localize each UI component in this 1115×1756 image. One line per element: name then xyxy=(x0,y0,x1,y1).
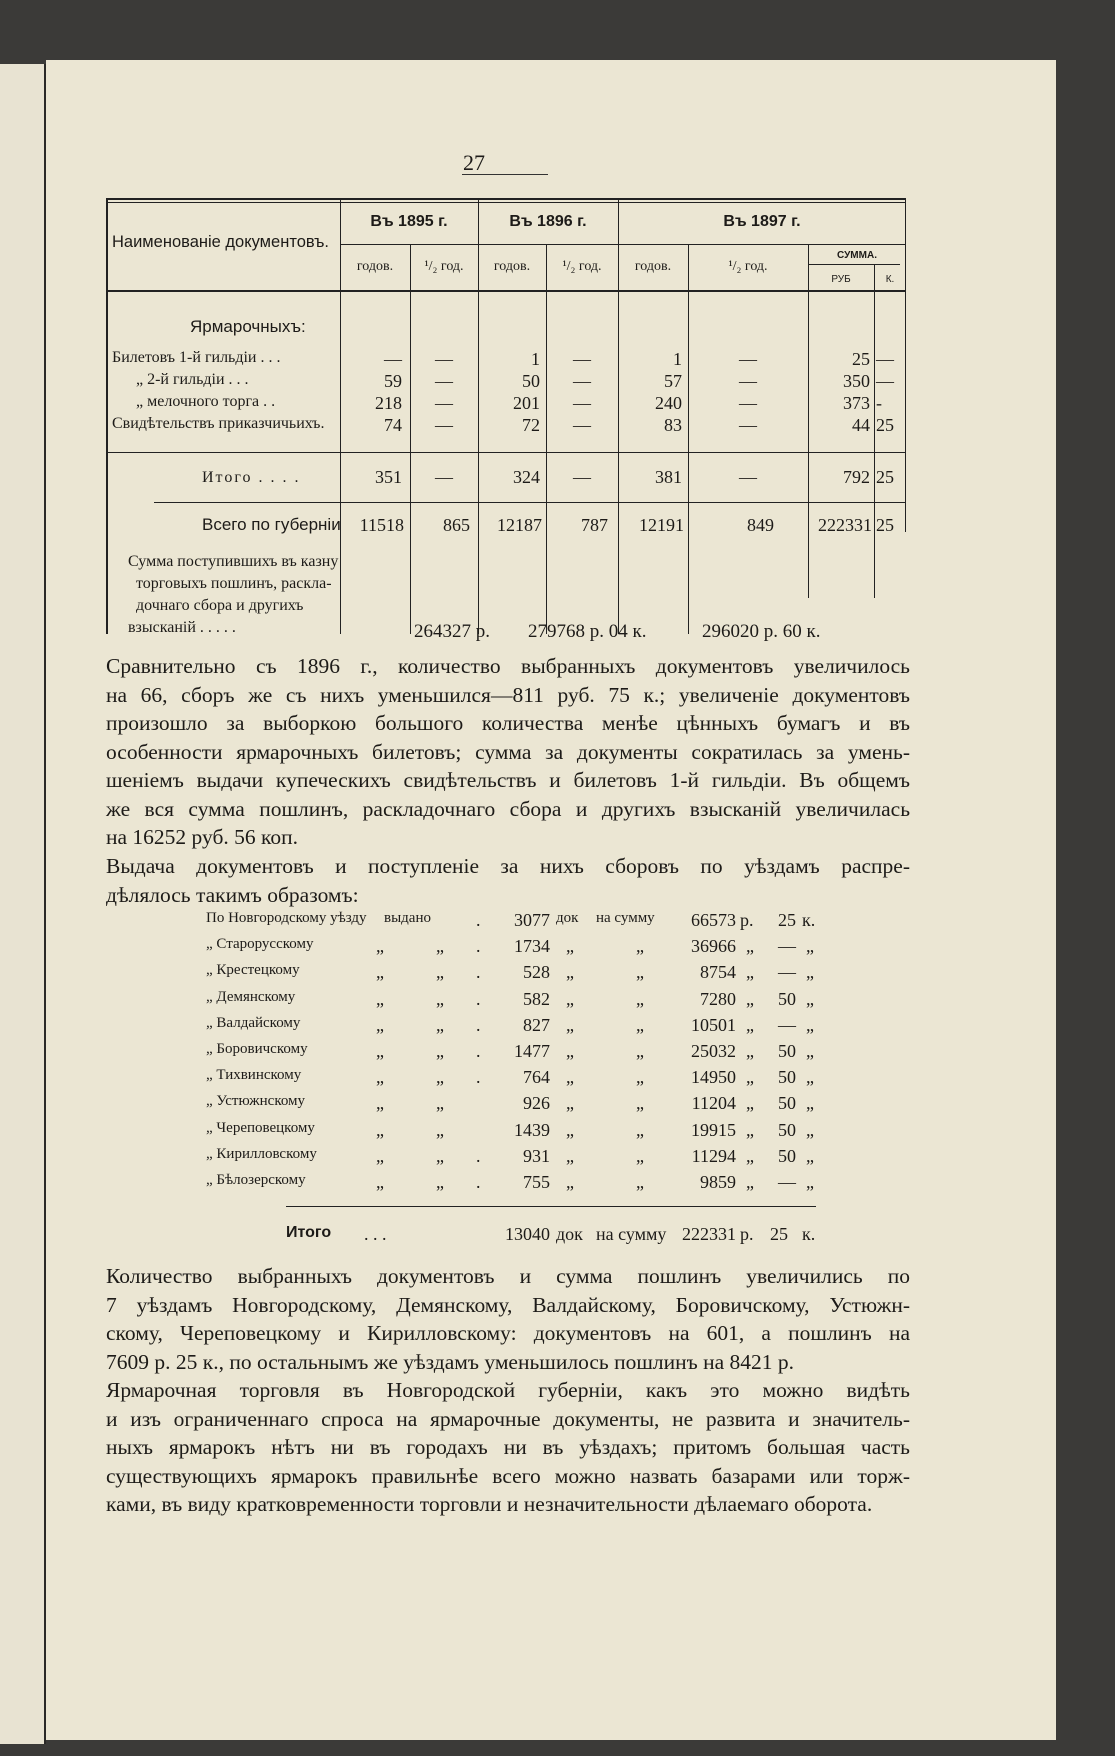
distribution-q1: „ xyxy=(376,1067,384,1088)
distribution-k: „ xyxy=(806,988,814,1009)
distribution-count: 1734 xyxy=(514,936,550,957)
distribution-rub: 8754 xyxy=(700,962,736,983)
county-distribution xyxy=(106,910,906,1244)
distribution-row xyxy=(106,910,906,936)
vsego-rub: 222331 xyxy=(818,515,872,535)
distribution-county: „ Тихвинскому xyxy=(206,1067,302,1084)
vsego-1896: 12187 xyxy=(497,515,542,535)
distribution-unit: „ xyxy=(566,1171,574,1192)
itogo-1896-half: — xyxy=(573,467,591,487)
header-half-1895: ¹/₂ год. xyxy=(424,259,464,274)
distribution-count: 3077 xyxy=(514,910,550,930)
text-line: Выдача документовъ и поступленіе за нихъ сборовъ по уѣздамъ распре- xyxy=(106,854,910,878)
distribution-r: „ xyxy=(746,988,754,1009)
distribution-rub: 10501 xyxy=(691,1014,736,1035)
table-top-rule xyxy=(106,198,906,200)
table-cell-y1896: 201 xyxy=(513,393,540,413)
distribution-unit: „ xyxy=(566,1119,574,1140)
distribution-q1: „ xyxy=(376,962,384,983)
text-line: произошло за выборкою большого количества менѣе цѣнныхъ бумагъ и въ xyxy=(106,711,910,735)
text-line: ками, въ виду кратковременности торговли и незначительности дѣлаемаго оборота. xyxy=(106,1492,873,1516)
itogo-1895-half: — xyxy=(435,467,453,487)
distribution-k: „ xyxy=(806,1014,814,1035)
text-line: Сравнительно съ 1896 г., количество выбранныхъ документовъ увеличилось xyxy=(106,654,910,678)
distribution-count: 1439 xyxy=(514,1119,550,1140)
section-label: Ярмарочныхъ: xyxy=(190,317,306,336)
text-line: 7 уѣздамъ Новгородскому, Демянскому, Валдайскому, Боровичскому, Устюжн- xyxy=(106,1292,910,1317)
distribution-for: „ xyxy=(636,1171,644,1192)
text-line: Количество выбранныхъ документовъ и сумма пошлинъ увеличились по xyxy=(106,1264,910,1288)
text-line: Ярмарочная торговля въ Новгородской губерніи, какъ это можно видѣть xyxy=(106,1378,910,1402)
table-cell-kop: - xyxy=(876,393,882,413)
distribution-kop: 50 xyxy=(778,1067,796,1088)
distribution-r: „ xyxy=(746,1145,754,1166)
distribution-row xyxy=(106,936,906,962)
distribution-row xyxy=(106,1041,906,1067)
distribution-rub: 9859 xyxy=(700,1171,736,1192)
table-cell-h1895: — xyxy=(435,349,453,369)
table-cell-y1895: 218 xyxy=(375,393,402,413)
distribution-unit: „ xyxy=(566,1093,574,1114)
distribution-rub: 11204 xyxy=(691,1093,736,1114)
distribution-kop: 50 xyxy=(778,1040,796,1061)
table-cell-y1895: 59 xyxy=(384,371,402,391)
distribution-rub: 66573 xyxy=(691,910,736,930)
total-unit: док xyxy=(556,1224,583,1244)
table-right-rule xyxy=(905,198,906,532)
distribution-row xyxy=(106,989,906,1015)
distribution-q2: „ xyxy=(436,988,444,1009)
total-dots: . . . xyxy=(364,1224,387,1244)
distribution-for: „ xyxy=(636,1093,644,1114)
documents-table xyxy=(106,198,906,642)
distribution-for: „ xyxy=(636,1067,644,1088)
total-rule xyxy=(286,1206,816,1207)
sum-sub-rule xyxy=(808,264,900,265)
itogo-top-rule xyxy=(106,452,906,453)
distribution-for: „ xyxy=(636,1040,644,1061)
distribution-total xyxy=(106,1224,906,1250)
distribution-kop: — xyxy=(778,962,796,983)
table-row-label: Свидѣтельствъ приказчичьихъ. xyxy=(112,415,325,432)
table-cell-y1896: 72 xyxy=(522,415,540,435)
vsego-1895: 11518 xyxy=(359,515,404,535)
distribution-q1: „ xyxy=(376,1014,384,1035)
vsego-label: Всего по губерніи xyxy=(202,515,341,534)
itogo-1895: 351 xyxy=(375,467,402,487)
distribution-k: „ xyxy=(806,1171,814,1192)
distribution-k: „ xyxy=(806,962,814,983)
distribution-rub: 36966 xyxy=(691,936,736,957)
distribution-k: „ xyxy=(806,1040,814,1061)
summa-1895: 264327 р. xyxy=(414,621,490,642)
distribution-q2: „ xyxy=(436,1093,444,1114)
table-cell-y1897: 83 xyxy=(664,415,682,435)
header-years-1897: годов. xyxy=(634,259,672,274)
table-left-rule xyxy=(106,198,108,634)
summa-label-line: дочнаго сбора и другихъ xyxy=(136,597,304,614)
distribution-county: „ Демянскому xyxy=(206,988,296,1005)
distribution-kop: 50 xyxy=(778,1093,796,1114)
distribution-county: „ Валдайскому xyxy=(206,1014,301,1031)
text-line: дѣлялось такимъ образомъ: xyxy=(106,882,359,907)
distribution-q1: „ xyxy=(376,988,384,1009)
facing-page-edge xyxy=(0,64,46,1744)
itogo-kop: 25 xyxy=(876,467,894,487)
distribution-q2: „ xyxy=(436,1067,444,1088)
itogo-bottom-rule xyxy=(154,502,906,503)
distribution-count: 926 xyxy=(523,1093,550,1114)
distribution-county: „ Крестецкому xyxy=(206,962,300,979)
summa-label-line: торговыхъ пошлинъ, раскла- xyxy=(136,575,332,592)
distribution-dot: . xyxy=(476,988,481,1009)
distribution-county: По Новгородскому уѣзду xyxy=(206,910,367,926)
header-doc-name: Наименованіе документовъ. xyxy=(112,233,329,251)
col-rule-1895-half xyxy=(410,244,411,634)
distribution-r: р. xyxy=(740,910,754,930)
distribution-q1: „ xyxy=(376,1145,384,1166)
distribution-q1: „ xyxy=(376,1093,384,1114)
table-cell-h1896: — xyxy=(573,349,591,369)
table-row-label: „ мелочного торга . . xyxy=(136,393,276,410)
distribution-q1: выдано xyxy=(384,910,431,926)
distribution-unit: „ xyxy=(566,1014,574,1035)
distribution-kop: 50 xyxy=(778,988,796,1009)
header-half-1896: ¹/₂ год. xyxy=(562,259,602,274)
distribution-kop: 25 xyxy=(778,910,796,930)
table-cell-h1897: — xyxy=(739,415,757,435)
distribution-k: „ xyxy=(806,1145,814,1166)
table-cell-rub: 373 xyxy=(843,393,870,413)
distribution-row xyxy=(106,1146,906,1172)
distribution-row xyxy=(106,962,906,988)
text-line: особенности ярмарочныхъ билетовъ; сумма за документы сократилась за умень- xyxy=(106,739,910,764)
distribution-unit: „ xyxy=(566,962,574,983)
distribution-count: 755 xyxy=(523,1171,550,1192)
total-kop: 25 xyxy=(770,1224,788,1244)
itogo-1896: 324 xyxy=(513,467,540,487)
table-cell-y1895: — xyxy=(384,349,402,369)
col-rule-kop xyxy=(874,264,875,598)
header-years-1896: годов. xyxy=(493,259,531,274)
summa-label-line: Сумма поступившихъ въ казну xyxy=(128,553,339,570)
total-r: р. xyxy=(740,1224,754,1244)
col-rule-1896-half xyxy=(546,244,547,634)
page-number-rule xyxy=(462,174,548,175)
distribution-rub: 25032 xyxy=(691,1040,736,1061)
distribution-unit: „ xyxy=(566,1145,574,1166)
table-cell-h1896: — xyxy=(573,415,591,435)
distribution-kop: — xyxy=(778,1171,796,1192)
table-cell-h1895: — xyxy=(435,415,453,435)
text-line: и изъ ограниченнаго спроса на ярмарочные документы, не развита и значитель- xyxy=(106,1406,910,1431)
distribution-count: 1477 xyxy=(514,1040,550,1061)
distribution-row xyxy=(106,1067,906,1093)
distribution-kop: — xyxy=(778,936,796,957)
distribution-q2: „ xyxy=(436,936,444,957)
distribution-for: „ xyxy=(636,988,644,1009)
distribution-row xyxy=(106,1093,906,1119)
summa-1897: 296020 р. 60 к. xyxy=(702,621,821,642)
table-cell-y1896: 50 xyxy=(522,371,540,391)
distribution-r: „ xyxy=(746,936,754,957)
distribution-dot: . xyxy=(476,1014,481,1035)
distribution-unit: „ xyxy=(566,936,574,957)
vsego-1897: 12191 xyxy=(639,515,684,535)
total-k: к. xyxy=(802,1224,816,1244)
text-line: же вся сумма пошлинъ, раскладочнаго сбора и другихъ взысканій увеличилась xyxy=(106,796,910,821)
total-for: на сумму xyxy=(596,1224,667,1244)
distribution-r: „ xyxy=(746,1119,754,1140)
distribution-q2: „ xyxy=(436,962,444,983)
table-cell-h1895: — xyxy=(435,393,453,413)
vsego-1897-half: 849 xyxy=(747,515,774,535)
header-mid-rule xyxy=(340,244,906,245)
distribution-dot: . xyxy=(476,1040,481,1061)
distribution-county: „ Кирилловскому xyxy=(206,1145,317,1162)
distribution-count: 827 xyxy=(523,1014,550,1035)
table-cell-rub: 44 xyxy=(852,415,870,435)
header-kop: К. xyxy=(885,274,895,285)
distribution-kop: 50 xyxy=(778,1145,796,1166)
distribution-r: „ xyxy=(746,1040,754,1061)
distribution-rub: 14950 xyxy=(691,1067,736,1088)
paragraph-1 xyxy=(106,652,910,852)
distribution-rub: 7280 xyxy=(700,988,736,1009)
summa-1896: 279768 р. 04 к. xyxy=(528,621,647,642)
distribution-q2: „ xyxy=(436,1040,444,1061)
table-cell-h1896: — xyxy=(573,371,591,391)
table-cell-kop: 25 xyxy=(876,415,894,435)
distribution-county: „ Череповецкому xyxy=(206,1119,315,1136)
table-cell-h1897: — xyxy=(739,371,757,391)
distribution-unit: „ xyxy=(566,1067,574,1088)
table-cell-kop: — xyxy=(876,371,894,391)
text-line: ныхъ ярмарокъ нѣтъ ни въ городахъ ни въ уѣздахъ; притомъ большая часть xyxy=(106,1435,910,1459)
distribution-unit: „ xyxy=(566,988,574,1009)
itogo-label: Итого . . . . xyxy=(202,469,301,486)
distribution-q1: „ xyxy=(376,936,384,957)
header-sum: СУММА. xyxy=(837,250,877,261)
page-number: 27 xyxy=(463,150,485,175)
itogo-rub: 792 xyxy=(843,467,870,487)
distribution-county: „ Боровичскому xyxy=(206,1040,308,1057)
distribution-q2: „ xyxy=(436,1014,444,1035)
distribution-k: „ xyxy=(806,1093,814,1114)
distribution-for: „ xyxy=(636,962,644,983)
total-count: 13040 xyxy=(505,1224,550,1244)
distribution-dot: . xyxy=(476,910,481,930)
distribution-county: „ Устюжнскому xyxy=(206,1093,306,1110)
distribution-q1: „ xyxy=(376,1040,384,1061)
table-cell-rub: 350 xyxy=(843,371,870,391)
distribution-for: на сумму xyxy=(596,910,655,926)
table-cell-y1897: 1 xyxy=(673,349,682,369)
table-cell-rub: 25 xyxy=(852,349,870,369)
distribution-r: „ xyxy=(746,1067,754,1088)
header-rub: РУБ xyxy=(831,274,851,285)
distribution-dot: . xyxy=(476,962,481,983)
distribution-r: „ xyxy=(746,1093,754,1114)
table-cell-y1897: 240 xyxy=(655,393,682,413)
table-row-label: „ 2-й гильдіи . . . xyxy=(136,371,249,388)
distribution-q2: „ xyxy=(436,1119,444,1140)
distribution-q2: „ xyxy=(436,1145,444,1166)
distribution-unit: док xyxy=(556,910,579,926)
vsego-1895-half: 865 xyxy=(443,515,470,535)
header-year-1897: Въ 1897 г. xyxy=(723,213,801,230)
vsego-1896-half: 787 xyxy=(581,515,608,535)
itogo-1897: 381 xyxy=(655,467,682,487)
distribution-for: „ xyxy=(636,1145,644,1166)
distribution-r: „ xyxy=(746,1014,754,1035)
paragraph-3 xyxy=(106,1262,910,1376)
distribution-count: 931 xyxy=(523,1145,550,1166)
text-line: существующихъ ярмарокъ правильнѣе всего можно назвать базарами или торж- xyxy=(106,1463,910,1488)
table-cell-kop: — xyxy=(876,349,894,369)
summa-label-line: взысканій . . . . . xyxy=(128,619,236,636)
table-cell-y1896: 1 xyxy=(531,349,540,369)
distribution-dot: . xyxy=(476,1145,481,1166)
distribution-k: „ xyxy=(806,1067,814,1088)
table-row-label: Билетовъ 1-й гильдіи . . . xyxy=(112,349,281,366)
distribution-q2: „ xyxy=(436,1171,444,1192)
header-half-1897: ¹/₂ год. xyxy=(728,259,768,274)
distribution-q1: „ xyxy=(376,1119,384,1140)
distribution-count: 582 xyxy=(523,988,550,1009)
table-cell-h1897: — xyxy=(739,349,757,369)
distribution-k: „ xyxy=(806,1119,814,1140)
table-cell-y1897: 57 xyxy=(664,371,682,391)
text-line: на 16252 руб. 56 коп. xyxy=(106,825,299,849)
distribution-kop: 50 xyxy=(778,1119,796,1140)
distribution-kop: — xyxy=(778,1014,796,1035)
header-year-1895: Въ 1895 г. xyxy=(370,213,448,230)
text-line: на 66, сборъ же съ нихъ уменьшился—811 руб. 75 к.; увеличеніе документовъ xyxy=(106,682,910,707)
distribution-dot: . xyxy=(476,1067,481,1088)
text-line: шеніемъ выдачи купеческихъ свидѣтельствъ и билетовъ 1-й гильдіи. Въ общемъ xyxy=(106,768,910,792)
header-years-1895: годов. xyxy=(356,259,394,274)
distribution-for: „ xyxy=(636,936,644,957)
distribution-rub: 11294 xyxy=(691,1145,736,1166)
paragraph-4 xyxy=(106,1376,910,1519)
distribution-q1: „ xyxy=(376,1171,384,1192)
distribution-dot: . xyxy=(476,936,481,957)
distribution-for: „ xyxy=(636,1119,644,1140)
distribution-row xyxy=(106,1120,906,1146)
distribution-for: „ xyxy=(636,1014,644,1035)
distribution-row xyxy=(106,1015,906,1041)
col-rule-1897-half xyxy=(688,244,689,634)
table-cell-h1895: — xyxy=(435,371,453,391)
distribution-count: 764 xyxy=(523,1067,550,1088)
text-line: 7609 р. 25 к., по остальнымъ же уѣздамъ уменьшилось пошлинъ на 8421 р. xyxy=(106,1349,795,1374)
distribution-unit: „ xyxy=(566,1040,574,1061)
vsego-kop: 25 xyxy=(876,515,894,535)
distribution-dot: . xyxy=(476,1171,481,1192)
header-year-1896: Въ 1896 г. xyxy=(509,213,587,230)
distribution-count: 528 xyxy=(523,962,550,983)
distribution-rub: 19915 xyxy=(691,1119,736,1140)
distribution-r: „ xyxy=(746,1171,754,1192)
distribution-r: „ xyxy=(746,962,754,983)
table-cell-h1896: — xyxy=(573,393,591,413)
text-line: скому, Череповецкому и Кирилловскому: документовъ на 601, а пошлинъ на xyxy=(106,1321,910,1345)
table-cell-y1895: 74 xyxy=(384,415,402,435)
total-label: Итого xyxy=(286,1224,332,1241)
distribution-k: „ xyxy=(806,936,814,957)
paragraph-2 xyxy=(106,852,910,909)
distribution-row xyxy=(106,1172,906,1198)
header-bottom-rule xyxy=(106,290,906,292)
distribution-county: „ Старорусскому xyxy=(206,936,314,953)
table-top-rule-2 xyxy=(106,202,906,203)
distribution-k: к. xyxy=(802,910,816,930)
total-rub: 222331 xyxy=(682,1224,736,1244)
table-cell-h1897: — xyxy=(739,393,757,413)
itogo-1897-half: — xyxy=(739,467,757,487)
distribution-county: „ Бѣлозерскому xyxy=(206,1171,306,1188)
